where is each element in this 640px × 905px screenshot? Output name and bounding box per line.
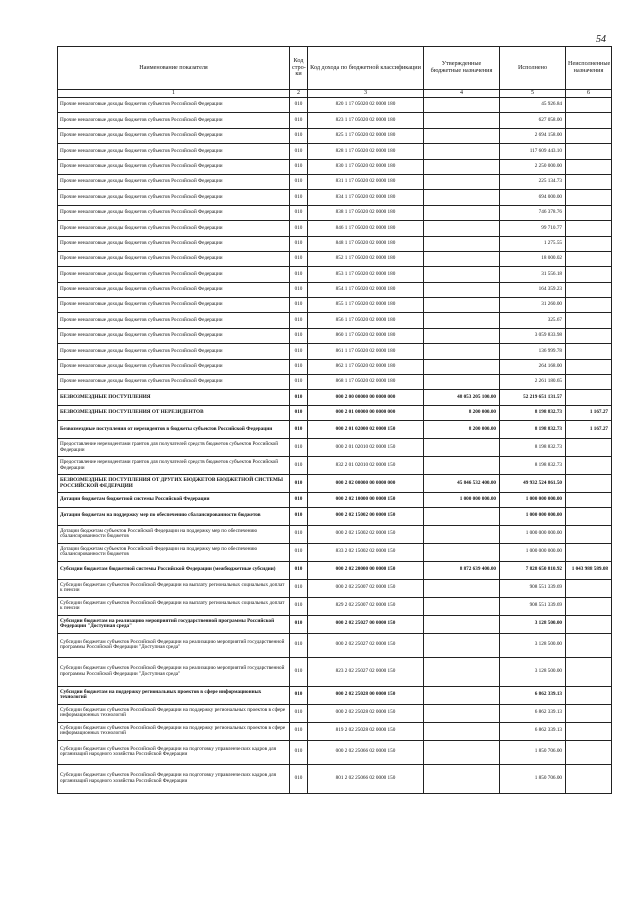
row-approved: [424, 267, 500, 282]
row-line-code: 010: [290, 457, 308, 475]
table-row: [58, 543, 612, 561]
row-line-code: 010: [290, 328, 308, 343]
row-unexecuted: [566, 298, 612, 313]
row-name: Прочие неналоговые доходы бюджетов субъектов Российской Федерации: [58, 344, 290, 359]
row-income-code: 848 1 17 05020 02 0000 180: [308, 236, 424, 251]
row-line-code: 010: [290, 221, 308, 236]
row-line-code: 010: [290, 205, 308, 220]
row-income-code: 000 2 02 15002 02 0000 150: [308, 525, 424, 543]
row-unexecuted: [566, 313, 612, 328]
row-approved: [424, 375, 500, 390]
row-line-code: 010: [290, 159, 308, 174]
row-unexecuted: [566, 375, 612, 390]
row-line-code: 010: [290, 633, 308, 657]
row-income-code: 825 1 17 05020 02 0000 180: [308, 128, 424, 143]
row-approved: [424, 113, 500, 128]
row-unexecuted: [566, 597, 612, 615]
row-line-code: 010: [290, 359, 308, 374]
row-name: Прочие неналоговые доходы бюджетов субъектов Российской Федерации: [58, 282, 290, 297]
row-unexecuted: [566, 113, 612, 128]
row-unexecuted: [566, 159, 612, 174]
row-approved: [424, 439, 500, 457]
table-row: [58, 236, 612, 251]
row-unexecuted: [566, 704, 612, 722]
row-approved: [424, 251, 500, 266]
table-row: [58, 113, 612, 128]
row-line-code: 010: [290, 190, 308, 205]
col-number: 1: [58, 90, 290, 98]
table-row: [58, 375, 612, 390]
col-number: 3: [308, 90, 424, 98]
table-row: [58, 174, 612, 189]
table-row: [58, 359, 612, 374]
table-row: [58, 221, 612, 236]
row-income-code: 000 2 01 02000 02 0000 150: [308, 421, 424, 439]
row-unexecuted: [566, 740, 612, 764]
row-unexecuted: [566, 633, 612, 657]
row-name: Прочие неналоговые доходы бюджетов субъектов Российской Федерации: [58, 98, 290, 113]
row-executed: 3 128 500.00: [500, 615, 566, 633]
row-name: БЕЗВОЗМЕЗДНЫЕ ПОСТУПЛЕНИЯ: [58, 390, 290, 405]
row-line-code: 010: [290, 390, 308, 405]
row-line-code: 010: [290, 251, 308, 266]
row-name: Дотации бюджетам на поддержку мер по обеспечению сбалансированности бюджетов: [58, 507, 290, 525]
row-income-code: 000 2 02 25066 02 0000 150: [308, 740, 424, 764]
row-income-code: 000 2 02 25028 00 0000 150: [308, 686, 424, 704]
row-approved: [424, 174, 500, 189]
row-name: Прочие неналоговые доходы бюджетов субъектов Российской Федерации: [58, 359, 290, 374]
row-line-code: 010: [290, 282, 308, 297]
row-income-code: 853 1 17 05020 02 0000 180: [308, 267, 424, 282]
header-approved: Утвержденные бюджетные назначения: [424, 47, 500, 90]
row-line-code: 010: [290, 144, 308, 159]
row-income-code: 823 2 02 25027 02 0000 150: [308, 657, 424, 686]
row-name: Субсидии бюджетам субъектов Российской Федерации на выплату региональных социальных доплат к пенсии: [58, 597, 290, 615]
table-row: [58, 159, 612, 174]
row-unexecuted: [566, 543, 612, 561]
row-income-code: 834 1 17 05020 02 0000 180: [308, 190, 424, 205]
row-name: Предоставление нерезидентами грантов для получателей средств бюджетов субъектов Российской Федерации: [58, 439, 290, 457]
row-name: Субсидии бюджетам на реализацию мероприятий государственной программы Российской Федерации "Доступная среда": [58, 615, 290, 633]
table-row: [58, 493, 612, 508]
row-unexecuted: [566, 475, 612, 493]
row-executed: 1 000 000 000.00: [500, 493, 566, 508]
row-name: Прочие неналоговые доходы бюджетов субъектов Российской Федерации: [58, 267, 290, 282]
header-line-code: Код стро-ки: [290, 47, 308, 90]
table-row: [58, 686, 612, 704]
row-income-code: 000 2 02 20000 00 0000 150: [308, 561, 424, 579]
row-name: Дотации бюджетам бюджетной системы Российской Федерации: [58, 493, 290, 508]
table-row: [58, 740, 612, 764]
row-name: Прочие неналоговые доходы бюджетов субъектов Российской Федерации: [58, 128, 290, 143]
table-row: [58, 633, 612, 657]
row-name: БЕЗВОЗМЕЗДНЫЕ ПОСТУПЛЕНИЯ ОТ ДРУГИХ БЮДЖЕТОВ БЮДЖЕТНОЙ СИСТЕМЫ РОССИЙСКОЙ ФЕДЕРАЦИИ: [58, 475, 290, 493]
row-income-code: 000 2 02 25007 02 0000 150: [308, 579, 424, 597]
row-name: Безвозмездные поступления от нерезидентов в бюджеты субъектов Российской Федерации: [58, 421, 290, 439]
row-unexecuted: [566, 267, 612, 282]
row-unexecuted: [566, 205, 612, 220]
table-row: [58, 405, 612, 420]
table-row: [58, 457, 612, 475]
row-unexecuted: [566, 174, 612, 189]
row-income-code: 868 1 17 05020 02 0000 180: [308, 375, 424, 390]
row-income-code: 801 2 02 25066 02 0000 150: [308, 764, 424, 793]
row-income-code: 831 1 17 05020 02 0000 180: [308, 174, 424, 189]
row-unexecuted: [566, 493, 612, 508]
row-unexecuted: [566, 615, 612, 633]
row-executed: 908 551 339.69: [500, 579, 566, 597]
row-unexecuted: [566, 98, 612, 113]
row-income-code: 000 2 02 10000 00 0000 150: [308, 493, 424, 508]
row-income-code: 852 1 17 05020 02 0000 180: [308, 251, 424, 266]
row-income-code: 000 2 02 15002 00 0000 150: [308, 507, 424, 525]
row-approved: [424, 686, 500, 704]
row-approved: [424, 359, 500, 374]
header-row: [58, 47, 612, 90]
row-income-code: 000 2 01 02010 02 0000 150: [308, 439, 424, 457]
row-unexecuted: [566, 328, 612, 343]
row-name: Субсидии бюджетам субъектов Российской Федерации на подготовку управленческих кадров для организаций народного хозяйства Российской Федерации: [58, 764, 290, 793]
row-executed: 8 198 832.73: [500, 457, 566, 475]
header-executed: Исполнено: [500, 47, 566, 90]
col-number: 6: [566, 90, 612, 98]
row-line-code: 010: [290, 405, 308, 420]
row-name: Субсидии бюджетам субъектов Российской Федерации на поддержку региональных проектов в сфере информационных технологий: [58, 704, 290, 722]
table-row: [58, 439, 612, 457]
row-approved: [424, 221, 500, 236]
row-line-code: 010: [290, 615, 308, 633]
row-income-code: 000 2 02 25027 02 0000 150: [308, 633, 424, 657]
table-row: [58, 251, 612, 266]
row-name: Прочие неналоговые доходы бюджетов субъектов Российской Федерации: [58, 205, 290, 220]
row-name: Субсидии бюджетам субъектов Российской Федерации на подготовку управленческих кадров для организаций народного хозяйства Российской Федерации: [58, 740, 290, 764]
row-name: Прочие неналоговые доходы бюджетов субъектов Российской Федерации: [58, 113, 290, 128]
table-row: [58, 579, 612, 597]
row-name: Субсидии бюджетам субъектов Российской Федерации на выплату региональных социальных доплат к пенсии: [58, 579, 290, 597]
row-unexecuted: [566, 764, 612, 793]
row-approved: [424, 457, 500, 475]
row-name: Субсидии бюджетам бюджетной системы Российской Федерации (межбюджетные субсидии): [58, 561, 290, 579]
row-name: Прочие неналоговые доходы бюджетов субъектов Российской Федерации: [58, 190, 290, 205]
col-number: 4: [424, 90, 500, 98]
table-row: [58, 282, 612, 297]
row-unexecuted: [566, 579, 612, 597]
row-income-code: 846 1 17 05020 02 0000 180: [308, 221, 424, 236]
table-row: [58, 597, 612, 615]
row-executed: 1 275.55: [500, 236, 566, 251]
row-income-code: 829 2 02 25007 02 0000 150: [308, 597, 424, 615]
row-name: Прочие неналоговые доходы бюджетов субъектов Российской Федерации: [58, 375, 290, 390]
row-executed: 2 250 000.00: [500, 159, 566, 174]
table-row: [58, 190, 612, 205]
row-unexecuted: [566, 657, 612, 686]
row-unexecuted: [566, 144, 612, 159]
row-executed: 49 932 524 861.50: [500, 475, 566, 493]
row-line-code: 010: [290, 344, 308, 359]
table-row: [58, 525, 612, 543]
table-row: [58, 764, 612, 793]
row-line-code: 010: [290, 98, 308, 113]
row-unexecuted: [566, 251, 612, 266]
row-name: Прочие неналоговые доходы бюджетов субъектов Российской Федерации: [58, 313, 290, 328]
row-name: Прочие неналоговые доходы бюджетов субъектов Российской Федерации: [58, 144, 290, 159]
row-name: Субсидии бюджетам субъектов Российской Федерации на поддержку региональных проектов в сфере информационных технологий: [58, 722, 290, 740]
row-income-code: 000 2 01 00000 00 0000 000: [308, 405, 424, 420]
row-line-code: 010: [290, 375, 308, 390]
table-body: [58, 98, 612, 794]
header-income-code: Код дохода по бюджетной классификации: [308, 47, 424, 90]
row-approved: [424, 507, 500, 525]
row-approved: [424, 344, 500, 359]
row-executed: 6 862 339.13: [500, 704, 566, 722]
table-row: [58, 344, 612, 359]
page-number: 54: [596, 34, 606, 45]
row-unexecuted: 1 167.27: [566, 421, 612, 439]
row-executed: 325.67: [500, 313, 566, 328]
row-approved: [424, 525, 500, 543]
row-approved: [424, 313, 500, 328]
row-name: Субсидии бюджетам субъектов Российской Федерации на реализацию мероприятий государственной программы Российской Федерации "Доступная среда": [58, 657, 290, 686]
row-executed: 3 128 500.00: [500, 633, 566, 657]
row-name: Прочие неналоговые доходы бюджетов субъектов Российской Федерации: [58, 174, 290, 189]
row-approved: [424, 722, 500, 740]
row-name: Дотации бюджетам субъектов Российской Федерации на поддержку мер по обеспечению сбалансированности бюджетов: [58, 525, 290, 543]
table-row: [58, 128, 612, 143]
row-name: Предоставление нерезидентами грантов для получателей средств бюджетов субъектов Российской Федерации: [58, 457, 290, 475]
row-executed: 746 378.76: [500, 205, 566, 220]
row-income-code: 860 1 17 05020 02 0000 180: [308, 328, 424, 343]
row-income-code: 855 1 17 05020 02 0000 180: [308, 298, 424, 313]
row-unexecuted: [566, 390, 612, 405]
row-approved: [424, 205, 500, 220]
row-executed: 2 694 158.00: [500, 128, 566, 143]
row-executed: 8 198 832.73: [500, 439, 566, 457]
row-line-code: 010: [290, 597, 308, 615]
row-line-code: 010: [290, 764, 308, 793]
row-executed: 627 058.00: [500, 113, 566, 128]
row-executed: 8 198 832.73: [500, 405, 566, 420]
row-executed: 52 219 651 131.57: [500, 390, 566, 405]
row-unexecuted: 1 043 988 589.08: [566, 561, 612, 579]
row-approved: [424, 633, 500, 657]
row-unexecuted: [566, 190, 612, 205]
row-income-code: 828 1 17 05020 02 0000 180: [308, 144, 424, 159]
row-approved: 48 053 205 100.00: [424, 390, 500, 405]
row-name: Субсидии бюджетам на поддержку региональных проектов в сфере информационных технологий: [58, 686, 290, 704]
table-row: [58, 328, 612, 343]
row-approved: [424, 740, 500, 764]
row-executed: 117 609 443.10: [500, 144, 566, 159]
row-unexecuted: [566, 722, 612, 740]
row-executed: 2 261 180.65: [500, 375, 566, 390]
row-name: Прочие неналоговые доходы бюджетов субъектов Российской Федерации: [58, 236, 290, 251]
row-unexecuted: [566, 236, 612, 251]
row-line-code: 010: [290, 439, 308, 457]
row-income-code: 832 2 01 02010 02 0000 150: [308, 457, 424, 475]
row-executed: 45 926.84: [500, 98, 566, 113]
row-income-code: 823 1 17 05020 02 0000 180: [308, 113, 424, 128]
table-row: [58, 298, 612, 313]
row-income-code: 000 2 00 00000 00 0000 000: [308, 390, 424, 405]
row-approved: [424, 282, 500, 297]
row-executed: 18 000.02: [500, 251, 566, 266]
row-line-code: 010: [290, 174, 308, 189]
row-line-code: 010: [290, 561, 308, 579]
table-row: [58, 390, 612, 405]
row-approved: [424, 190, 500, 205]
row-line-code: 010: [290, 313, 308, 328]
header-unexecuted: Неисполненные назначения: [566, 47, 612, 90]
row-executed: 6 862 339.13: [500, 686, 566, 704]
row-name: Прочие неналоговые доходы бюджетов субъектов Российской Федерации: [58, 159, 290, 174]
row-unexecuted: [566, 457, 612, 475]
column-number-row: [58, 90, 612, 98]
row-income-code: 830 1 17 05020 02 0000 180: [308, 159, 424, 174]
row-approved: [424, 543, 500, 561]
row-line-code: 010: [290, 507, 308, 525]
row-line-code: 010: [290, 657, 308, 686]
row-executed: 694 000.00: [500, 190, 566, 205]
row-income-code: 854 1 17 05020 02 0000 180: [308, 282, 424, 297]
row-income-code: 000 2 02 00000 00 0000 000: [308, 475, 424, 493]
row-line-code: 010: [290, 421, 308, 439]
row-name: Субсидии бюджетам субъектов Российской Федерации на реализацию мероприятий государственной программы Российской Федерации "Доступная среда": [58, 633, 290, 657]
row-executed: 1 000 000 000.00: [500, 525, 566, 543]
row-approved: [424, 236, 500, 251]
table-row: [58, 421, 612, 439]
row-income-code: 861 1 17 05020 02 0000 180: [308, 344, 424, 359]
row-income-code: 856 1 17 05020 02 0000 180: [308, 313, 424, 328]
row-line-code: 010: [290, 722, 308, 740]
row-line-code: 010: [290, 267, 308, 282]
row-executed: 3 128 500.00: [500, 657, 566, 686]
row-income-code: 862 1 17 05020 02 0000 180: [308, 359, 424, 374]
row-approved: [424, 159, 500, 174]
row-name: БЕЗВОЗМЕЗДНЫЕ ПОСТУПЛЕНИЯ ОТ НЕРЕЗИДЕНТОВ: [58, 405, 290, 420]
row-approved: 1 000 000 000.00: [424, 493, 500, 508]
row-income-code: 833 2 02 15002 02 0000 150: [308, 543, 424, 561]
row-name: Прочие неналоговые доходы бюджетов субъектов Российской Федерации: [58, 251, 290, 266]
row-income-code: 000 2 02 25027 00 0000 150: [308, 615, 424, 633]
row-executed: 31 260.00: [500, 298, 566, 313]
row-approved: 8 200 000.00: [424, 421, 500, 439]
row-line-code: 010: [290, 113, 308, 128]
row-executed: 1 000 000 000.00: [500, 543, 566, 561]
row-executed: 264 168.00: [500, 359, 566, 374]
row-line-code: 010: [290, 740, 308, 764]
table-row: [58, 313, 612, 328]
header-name: Наименование показателя: [58, 47, 290, 90]
row-line-code: 010: [290, 493, 308, 508]
row-name: Прочие неналоговые доходы бюджетов субъектов Российской Федерации: [58, 328, 290, 343]
row-approved: [424, 657, 500, 686]
table-row: [58, 144, 612, 159]
row-approved: [424, 328, 500, 343]
row-line-code: 010: [290, 298, 308, 313]
row-executed: 1 850 706.00: [500, 764, 566, 793]
table-row: [58, 722, 612, 740]
table-row: [58, 205, 612, 220]
row-line-code: 010: [290, 543, 308, 561]
row-unexecuted: [566, 507, 612, 525]
row-unexecuted: [566, 686, 612, 704]
row-approved: [424, 579, 500, 597]
row-line-code: 010: [290, 704, 308, 722]
row-executed: 1 850 706.00: [500, 740, 566, 764]
table-row: [58, 561, 612, 579]
row-unexecuted: [566, 282, 612, 297]
row-line-code: 010: [290, 579, 308, 597]
row-line-code: 010: [290, 236, 308, 251]
row-executed: 908 551 339.69: [500, 597, 566, 615]
budget-table: [57, 46, 612, 794]
row-approved: [424, 298, 500, 313]
row-name: Прочие неналоговые доходы бюджетов субъектов Российской Федерации: [58, 221, 290, 236]
table-row: [58, 267, 612, 282]
row-executed: 31 556.18: [500, 267, 566, 282]
row-approved: 45 846 532 400.00: [424, 475, 500, 493]
row-approved: 8 872 639 400.00: [424, 561, 500, 579]
row-income-code: 838 1 17 05020 02 0000 180: [308, 205, 424, 220]
row-executed: 1 000 000 000.00: [500, 507, 566, 525]
row-approved: [424, 764, 500, 793]
row-unexecuted: [566, 439, 612, 457]
row-income-code: 820 1 17 05020 02 0000 180: [308, 98, 424, 113]
row-approved: [424, 144, 500, 159]
row-name: Прочие неналоговые доходы бюджетов субъектов Российской Федерации: [58, 298, 290, 313]
row-approved: [424, 128, 500, 143]
row-approved: [424, 98, 500, 113]
table-row: [58, 98, 612, 113]
row-line-code: 010: [290, 525, 308, 543]
table-row: [58, 615, 612, 633]
row-executed: 99 710.77: [500, 221, 566, 236]
row-income-code: 000 2 02 25028 02 0000 150: [308, 704, 424, 722]
row-unexecuted: [566, 359, 612, 374]
row-income-code: 819 2 02 25028 02 0000 150: [308, 722, 424, 740]
row-line-code: 010: [290, 128, 308, 143]
row-executed: 136 999.78: [500, 344, 566, 359]
row-name: Дотации бюджетам субъектов Российской Федерации на поддержку мер по обеспечению сбалансированности бюджетов: [58, 543, 290, 561]
row-executed: 164 359.23: [500, 282, 566, 297]
row-line-code: 010: [290, 475, 308, 493]
row-approved: [424, 615, 500, 633]
table-row: [58, 475, 612, 493]
row-approved: [424, 597, 500, 615]
row-unexecuted: [566, 221, 612, 236]
row-executed: 6 862 339.13: [500, 722, 566, 740]
col-number: 2: [290, 90, 308, 98]
row-executed: 3 059 833.98: [500, 328, 566, 343]
row-executed: 7 828 650 810.92: [500, 561, 566, 579]
row-executed: 225 134.73: [500, 174, 566, 189]
row-executed: 8 198 832.73: [500, 421, 566, 439]
row-unexecuted: 1 167.27: [566, 405, 612, 420]
table-row: [58, 657, 612, 686]
row-unexecuted: [566, 344, 612, 359]
row-unexecuted: [566, 128, 612, 143]
row-approved: 8 200 000.00: [424, 405, 500, 420]
row-line-code: 010: [290, 686, 308, 704]
row-unexecuted: [566, 525, 612, 543]
col-number: 5: [500, 90, 566, 98]
row-approved: [424, 704, 500, 722]
table-row: [58, 704, 612, 722]
table-row: [58, 507, 612, 525]
